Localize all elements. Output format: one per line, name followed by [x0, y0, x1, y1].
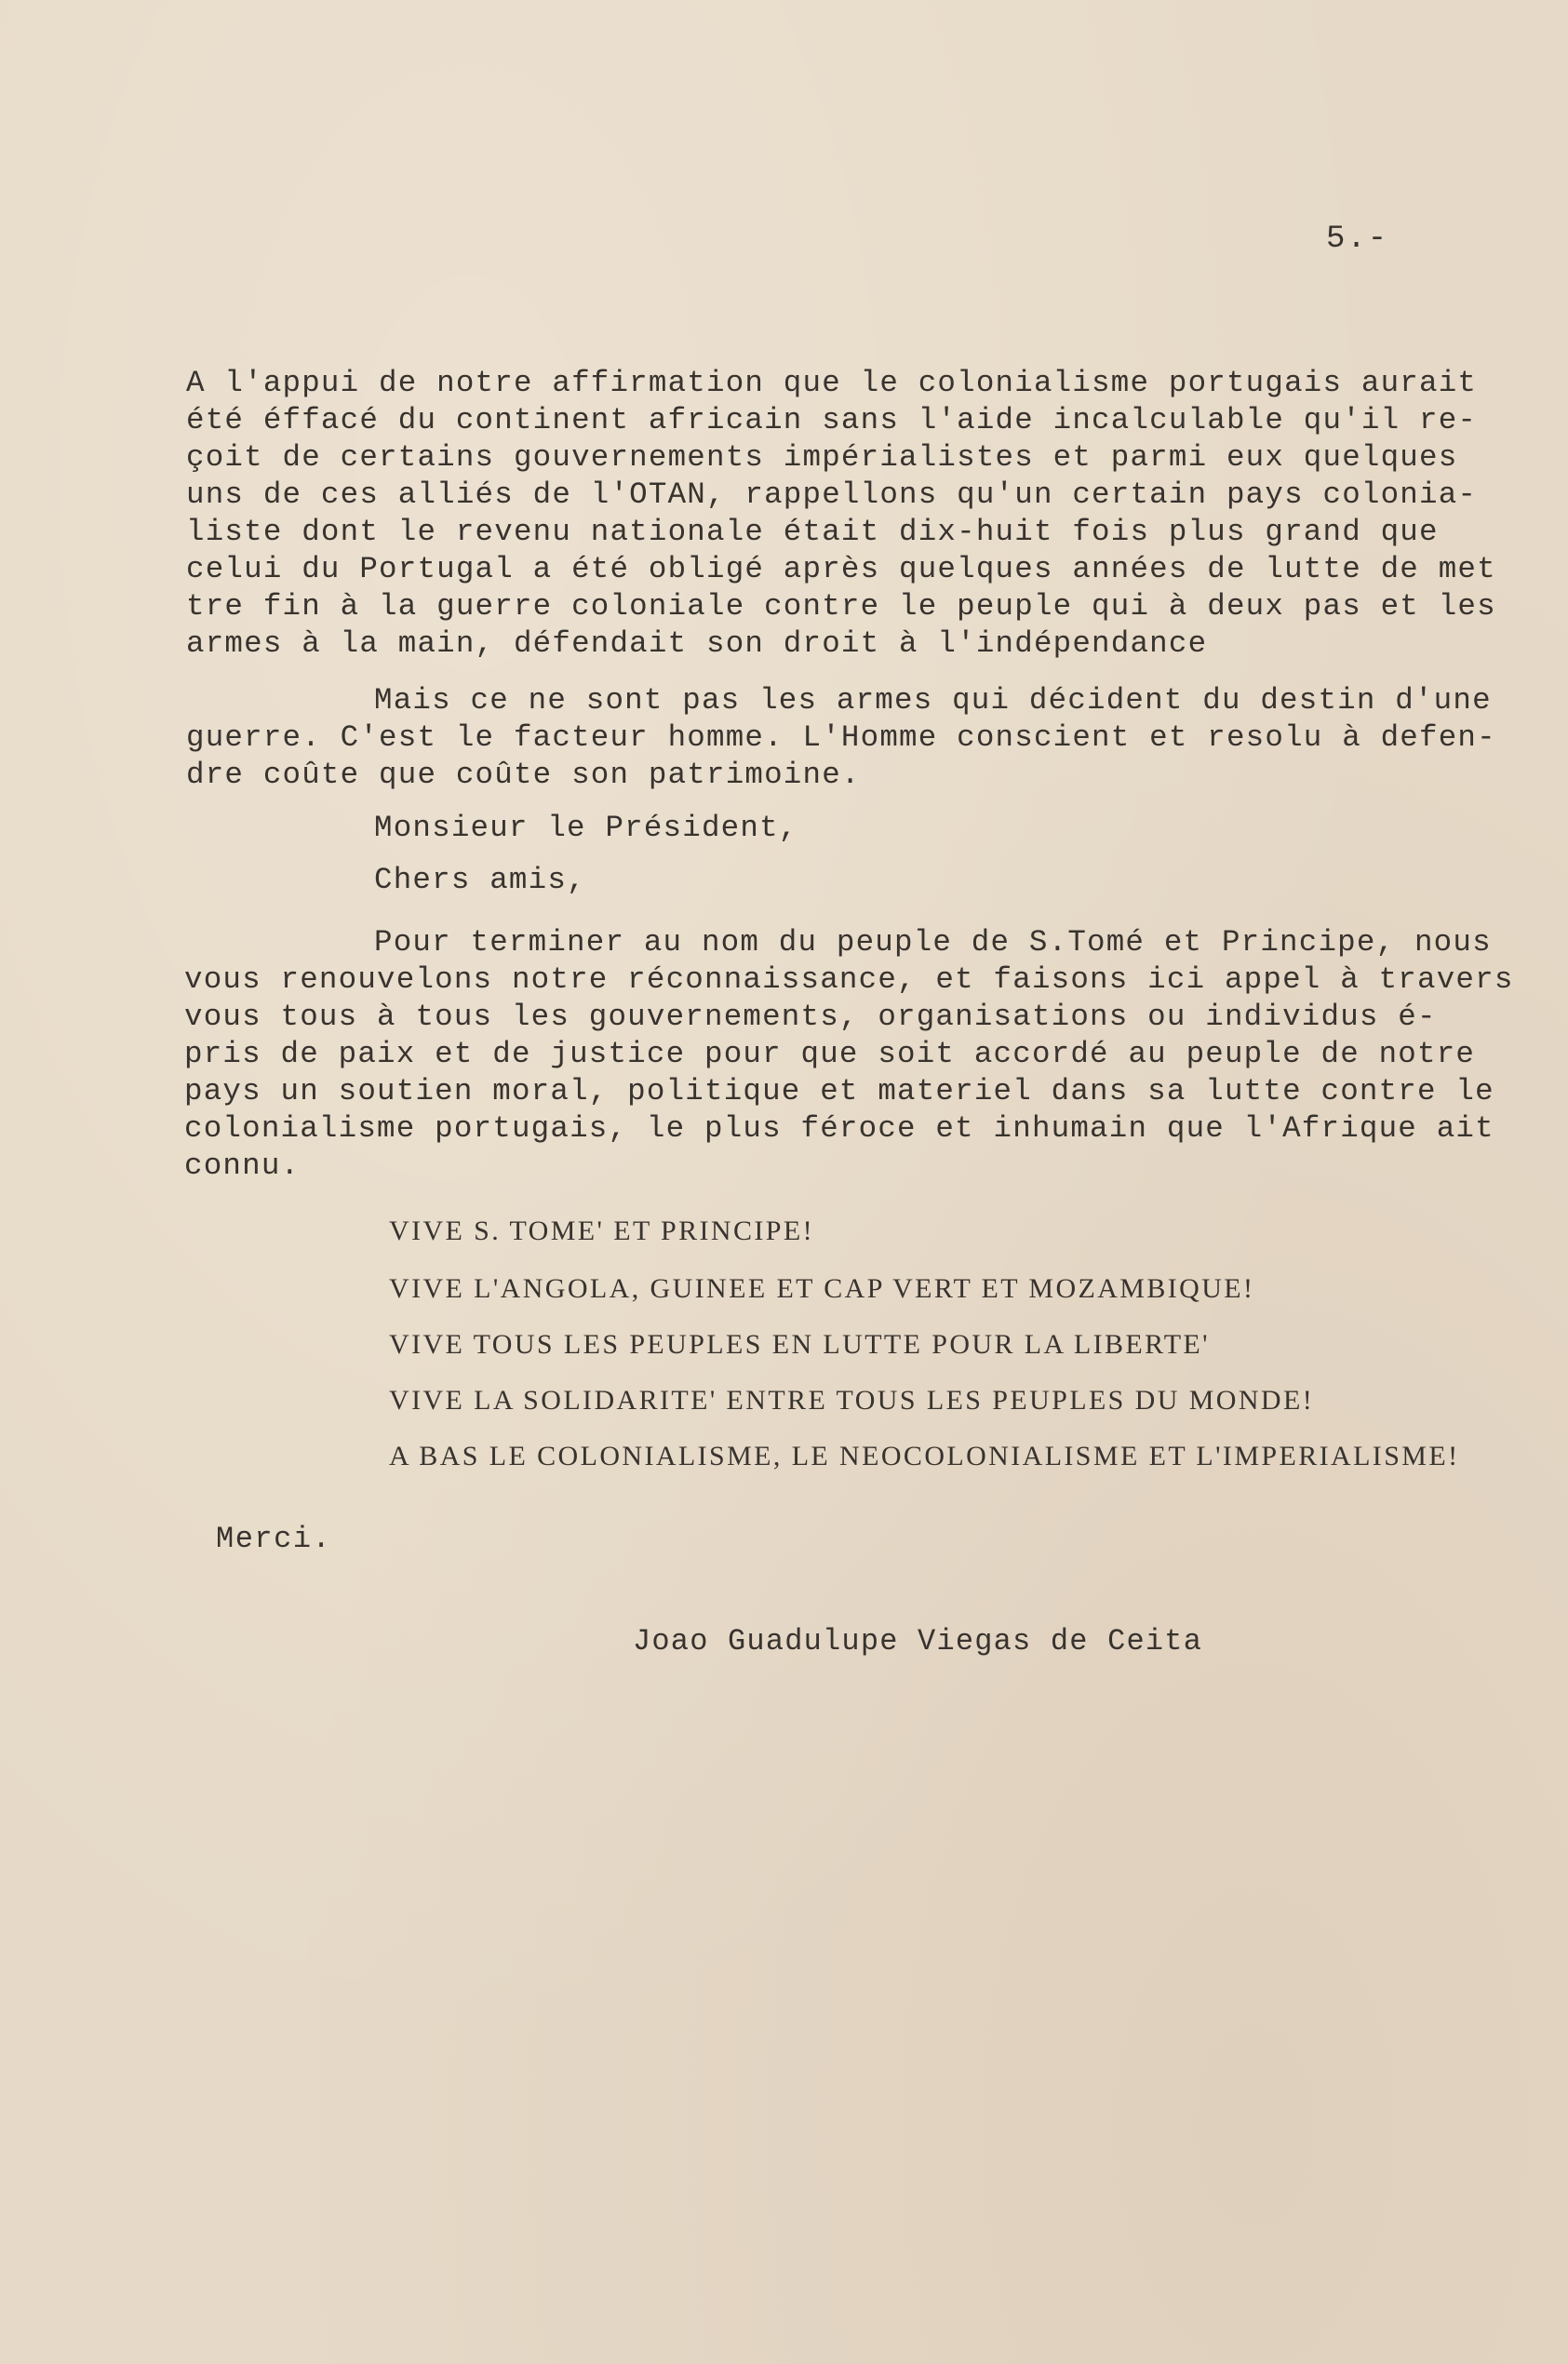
page-number: 5.- [1326, 222, 1389, 257]
slogan: VIVE S. TOME' ET PRINCIPE! [389, 1216, 814, 1246]
slogan: VIVE LA SOLIDARITE' ENTRE TOUS LES PEUPLES DU MONDE! [389, 1385, 1315, 1416]
paragraph-line: été éffacé du continent africain sans l'aide incalculable qu'il re- [186, 403, 1478, 437]
paragraph-line: pris de paix et de justice pour que soit accordé au peuple de notre [184, 1037, 1476, 1071]
paragraph-line: colonialisme portugais, le plus féroce et inhumain que l'Afrique ait [184, 1111, 1494, 1146]
slogan: VIVE L'ANGOLA, GUINEE ET CAP VERT ET MOZAMBIQUE! [389, 1273, 1255, 1304]
paragraph-line: guerre. C'est le facteur homme. L'Homme conscient et resolu à defen- [186, 720, 1496, 755]
paragraph-line: tre fin à la guerre coloniale contre le peuple qui à deux pas et les [186, 589, 1496, 624]
paragraph-line: vous tous à tous les gouvernements, organisations ou individus é- [184, 1000, 1437, 1034]
paragraph-line: pays un soutien moral, politique et materiel dans sa lutte contre le [184, 1074, 1494, 1108]
salutation-friends: Chers amis, [374, 863, 586, 897]
paragraph-line: armes à la main, défendait son droit à l'indépendance [186, 626, 1208, 661]
salutation-president: Monsieur le Président, [374, 811, 798, 845]
paragraph-line: Pour terminer au nom du peuple de S.Tomé et Principe, nous [374, 925, 1492, 960]
paragraph-line: liste dont le revenu nationale était dix-huit fois plus grand que [186, 515, 1439, 549]
paragraph-line: dre coûte que coûte son patrimoine. [186, 758, 861, 792]
paragraph-line: celui du Portugal a été obligé après quelques années de lutte de met [186, 552, 1496, 586]
slogan: VIVE TOUS LES PEUPLES EN LUTTE POUR LA LIBERTE' [389, 1329, 1210, 1360]
closing-thanks: Merci. [216, 1522, 332, 1556]
paragraph-line: uns de ces alliés de l'OTAN, rappellons qu'un certain pays colonia- [186, 477, 1478, 512]
slogan: A BAS LE COLONIALISME, LE NEOCOLONIALISME ET L'IMPERIALISME! [389, 1441, 1460, 1471]
signature-name: Joao Guadulupe Viegas de Ceita [633, 1624, 1203, 1659]
paragraph-line: connu. [184, 1148, 301, 1183]
paragraph-line: çoit de certains gouvernements impérialistes et parmi eux quelques [186, 440, 1458, 475]
paragraph-line: Mais ce ne sont pas les armes qui décident du destin d'une [374, 683, 1492, 718]
paragraph-line: vous renouvelons notre réconnaissance, et faisons ici appel à travers [184, 962, 1514, 997]
paragraph-line: A l'appui de notre affirmation que le colonialisme portugais aurait [186, 366, 1478, 400]
